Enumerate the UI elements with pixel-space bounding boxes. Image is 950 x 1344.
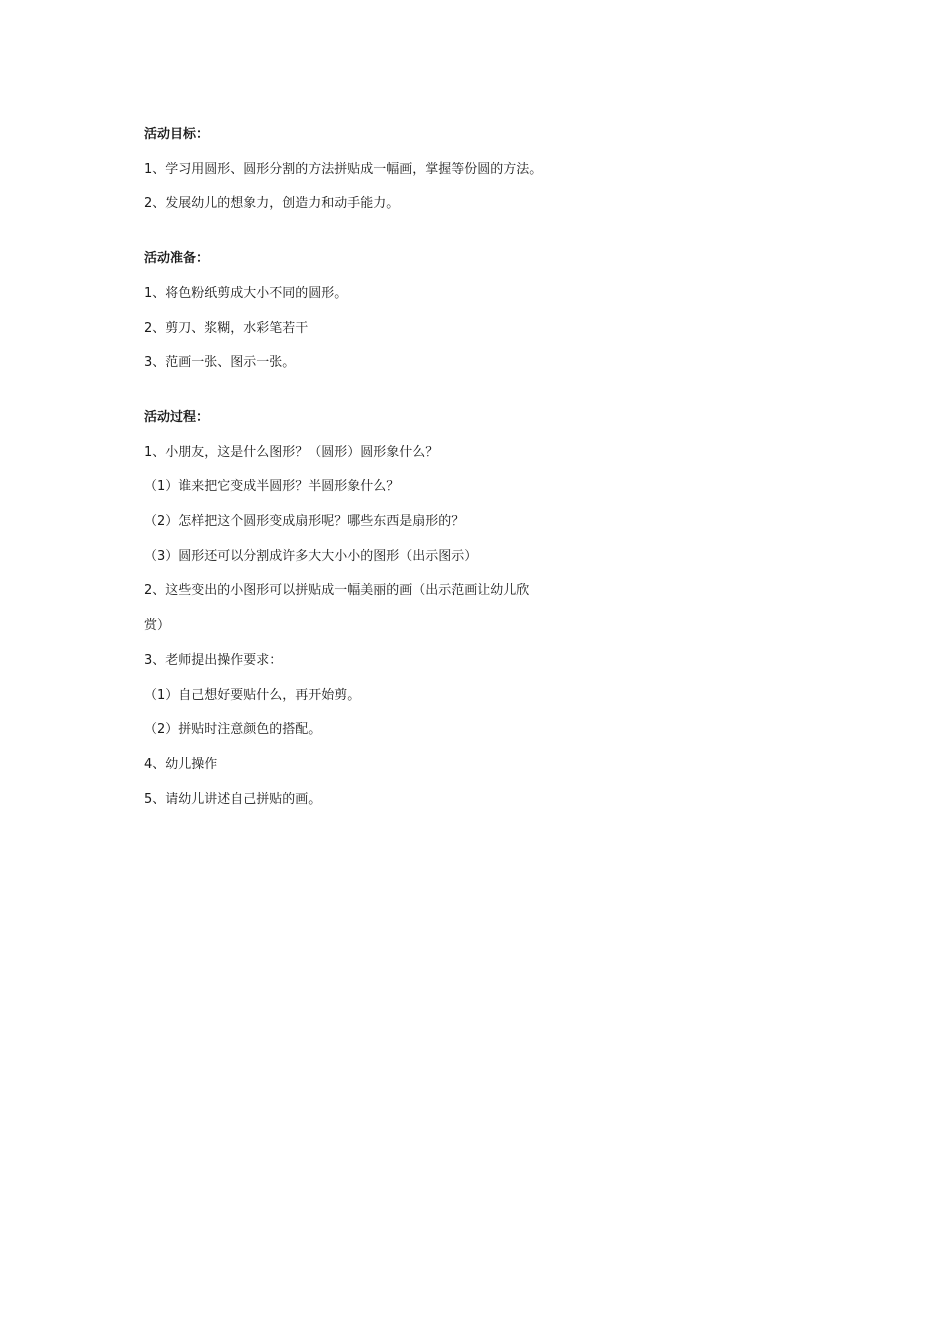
paragraph-line: 2、剪刀、浆糊，水彩笔若干 xyxy=(144,320,309,336)
paragraph-line: （2）怎样把这个圆形变成扇形呢？哪些东西是扇形的？ xyxy=(144,514,465,530)
paragraph-line: （3）圆形还可以分割成许多大大小小的图形（出示图示） xyxy=(144,548,478,564)
paragraph-line: 3、范画一张、图示一张。 xyxy=(144,355,296,371)
paragraph-line: 1、将色粉纸剪成大小不同的圆形。 xyxy=(144,285,348,301)
section-activity-process xyxy=(144,401,604,817)
section-activity-preparation xyxy=(144,242,604,381)
paragraph-line: 赏） xyxy=(144,618,171,634)
paragraph-line: 1、学习用圆形、圆形分割的方法拼贴成一幅画，掌握等份圆的方法。 xyxy=(144,161,543,177)
section-heading: 活动准备： xyxy=(144,251,210,267)
paragraph-line: （1）谁来把它变成半圆形？半圆形象什么？ xyxy=(144,479,400,495)
paragraph-line: （1）自己想好要贴什么，再开始剪。 xyxy=(144,687,361,703)
section-spacer xyxy=(144,381,604,401)
paragraph-line: 5、请幼儿讲述自己拼贴的画。 xyxy=(144,791,322,807)
paragraph-line: 2、发展幼儿的想象力，创造力和动手能力。 xyxy=(144,196,400,212)
section-heading: 活动目标： xyxy=(144,127,210,142)
paragraph-line: 3、老师提出操作要求： xyxy=(144,652,283,668)
section-activity-goals xyxy=(144,118,604,222)
paragraph-line: 2、这些变出的小图形可以拼贴成一幅美丽的画（出示范画让幼儿欣 xyxy=(144,583,530,599)
paragraph-line: 4、幼儿操作 xyxy=(144,756,218,772)
paragraph-line: 1、小朋友，这是什么图形？（圆形）圆形象什么？ xyxy=(144,444,439,460)
document-body xyxy=(144,118,604,817)
paragraph-line: （2）拼贴时注意颜色的搭配。 xyxy=(144,722,322,738)
section-spacer xyxy=(144,222,604,242)
section-heading: 活动过程： xyxy=(144,409,210,425)
